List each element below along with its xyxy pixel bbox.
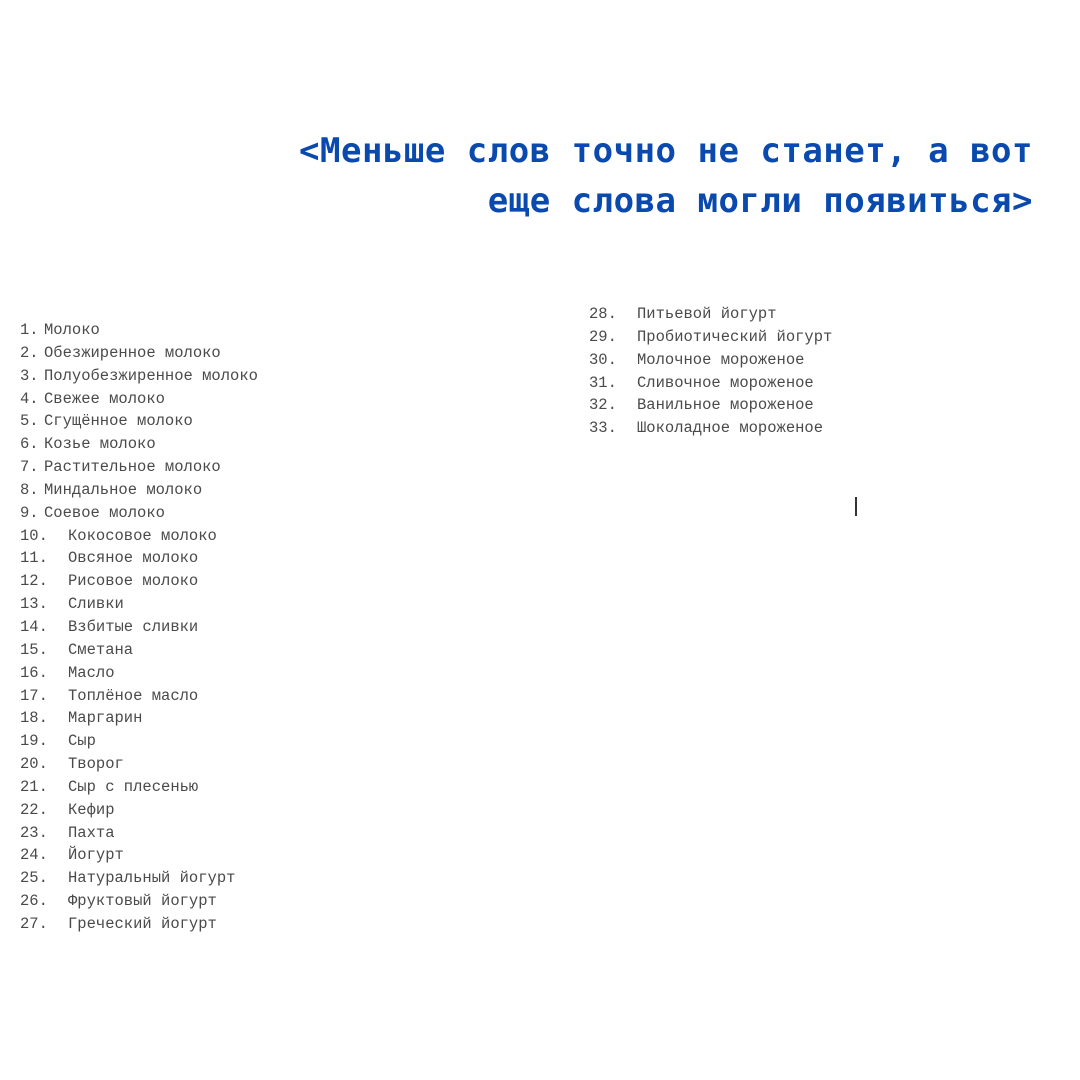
list-item-number: 9.: [20, 503, 39, 522]
list-item-text: Топлёное масло: [68, 686, 199, 705]
list-item-text: Творог: [68, 755, 124, 774]
list-item-number: 2.: [20, 343, 39, 362]
list-item-text: Пробиотический йогурт: [637, 327, 833, 346]
list-item: [20, 479, 258, 502]
dairy-list-left: [20, 319, 258, 936]
list-item: [589, 303, 832, 326]
list-item: [20, 433, 258, 456]
list-item-number: 28.: [589, 305, 617, 323]
list-item: [20, 319, 258, 342]
list-item-text: Молоко: [44, 321, 100, 339]
list-item-text: Йогурт: [68, 846, 124, 865]
list-item: [20, 570, 258, 593]
list-item-number: 24.: [20, 846, 48, 865]
list-item: [20, 639, 258, 662]
dairy-list-right: [589, 303, 832, 440]
list-item-text: Греческий йогурт: [68, 914, 217, 933]
list-item: [20, 799, 258, 822]
list-item: [20, 685, 258, 708]
headline-line-2: еще слова могли появиться>: [487, 181, 1033, 221]
list-item: [589, 349, 832, 372]
list-item-number: 18.: [20, 709, 48, 728]
list-item-text: Сливки: [68, 595, 124, 614]
list-item: [589, 394, 832, 417]
list-item-number: 4.: [20, 389, 39, 408]
list-item: [20, 730, 258, 753]
list-item-text: Молочное мороженое: [637, 350, 805, 369]
list-item-number: 17.: [20, 686, 48, 705]
list-item-number: 27.: [20, 914, 48, 933]
list-item: [589, 372, 832, 395]
list-item-number: 31.: [589, 373, 617, 392]
list-item-text: Сыр с плесенью: [68, 777, 199, 796]
list-item-text: Ванильное мороженое: [637, 396, 814, 415]
list-item-text: Сметана: [68, 640, 134, 659]
list-item: [20, 753, 258, 776]
list-item-number: 21.: [20, 777, 48, 796]
headline: [233, 126, 1033, 226]
list-item-number: 29.: [589, 327, 617, 346]
list-item: [20, 593, 258, 616]
list-item: [20, 547, 258, 570]
list-item: [20, 776, 258, 799]
list-item-text: Кокосовое молоко: [68, 526, 217, 545]
list-item-text: Пахта: [68, 823, 115, 842]
list-item-text: Полуобезжиренное молоко: [44, 366, 258, 385]
list-item-number: 5.: [20, 412, 39, 431]
list-item-text: Сливочное мороженое: [637, 373, 814, 392]
list-item-number: 15.: [20, 640, 48, 659]
list-item-number: 30.: [589, 350, 617, 369]
list-item-text: Маргарин: [68, 709, 143, 728]
list-item-number: 23.: [20, 823, 48, 842]
list-item-number: 1.: [20, 321, 39, 339]
list-item: [589, 326, 832, 349]
list-item-text: Фруктовый йогурт: [68, 892, 217, 911]
list-item-number: 13.: [20, 595, 48, 614]
list-item-text: Кефир: [68, 800, 115, 819]
list-item-number: 22.: [20, 800, 48, 819]
list-item: [20, 844, 258, 867]
list-item-text: Взбитые сливки: [68, 617, 199, 636]
list-item: [20, 365, 258, 388]
list-item-text: Козье молоко: [44, 435, 156, 454]
list-item-number: 25.: [20, 869, 48, 888]
list-item-text: Шоколадное мороженое: [637, 419, 824, 438]
list-item-text: Сгущённое молоко: [44, 412, 193, 431]
list-item: [20, 410, 258, 433]
list-item-number: 20.: [20, 755, 48, 774]
list-item-number: 10.: [20, 526, 48, 545]
list-item-text: Овсяное молоко: [68, 549, 199, 568]
list-item-text: Растительное молоко: [44, 458, 221, 477]
list-item-number: 33.: [589, 419, 617, 438]
list-item-text: Свежее молоко: [44, 389, 165, 408]
list-item: [20, 707, 258, 730]
list-item: [20, 502, 258, 525]
list-item-text: Соевое молоко: [44, 503, 165, 522]
list-item-text: Сыр: [68, 732, 96, 751]
list-item: [20, 456, 258, 479]
list-item-number: 32.: [589, 396, 617, 415]
list-item: [20, 913, 258, 936]
list-item: [20, 342, 258, 365]
list-item: [589, 417, 832, 440]
list-item-text: Обезжиренное молоко: [44, 343, 221, 362]
list-item: [20, 388, 258, 411]
list-item: [20, 662, 258, 685]
list-item-text: Масло: [68, 663, 115, 682]
list-item-text: Натуральный йогурт: [68, 869, 236, 888]
list-item-number: 6.: [20, 435, 39, 454]
list-item-number: 16.: [20, 663, 48, 682]
list-item: [20, 890, 258, 913]
list-item-number: 26.: [20, 892, 48, 911]
list-item-text: Рисовое молоко: [68, 572, 199, 591]
list-item: [20, 616, 258, 639]
headline-line-1: <Меньше слов точно не станет, а вот: [299, 131, 1033, 171]
list-item: [20, 822, 258, 845]
text-cursor: [855, 497, 857, 516]
list-item: [20, 867, 258, 890]
list-item-number: 7.: [20, 458, 39, 477]
list-item-number: 19.: [20, 732, 48, 751]
list-item-number: 8.: [20, 480, 39, 499]
list-item-number: 11.: [20, 549, 48, 568]
list-item-number: 3.: [20, 366, 39, 385]
list-item-text: Питьевой йогурт: [637, 305, 777, 323]
list-item-text: Миндальное молоко: [44, 480, 203, 499]
list-item-number: 14.: [20, 617, 48, 636]
list-item-number: 12.: [20, 572, 48, 591]
list-item: [20, 525, 258, 548]
